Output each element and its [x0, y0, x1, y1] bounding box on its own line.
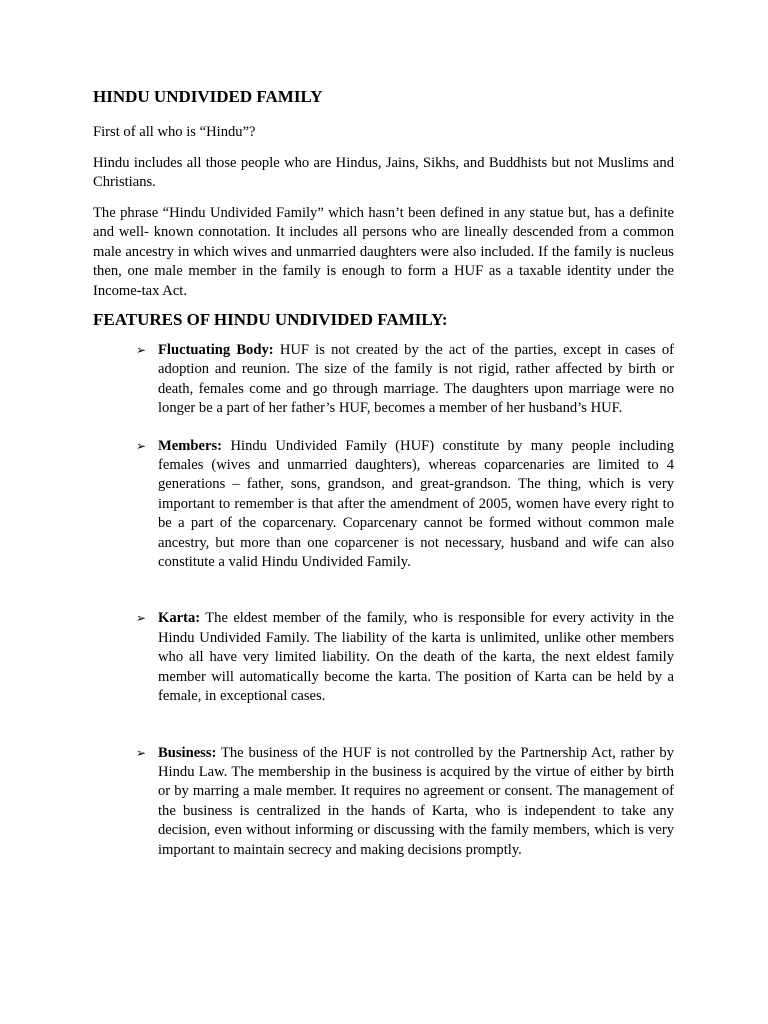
arrow-bullet-icon: ➢: [136, 343, 147, 357]
document-title: HINDU UNDIVIDED FAMILY: [93, 87, 323, 106]
paragraph-who-is-hindu: First of all who is “Hindu”?: [93, 124, 256, 140]
feature-term: Fluctuating Body:: [158, 342, 274, 358]
arrow-bullet-icon: ➢: [136, 745, 147, 760]
features-list: [93, 341, 674, 860]
paragraph-hindu-definition: Hindu includes all those people who are Hindus, Jains, Sikhs, and Buddhists but not Muslims and Christians.: [93, 154, 674, 190]
feature-text: Hindu Undivided Family (HUF) constitute by many people including females (wives and unmarried daughters), whereas coparcenaries are limited to 4 generations – father, sons, grandson, and great-grandson. The thing, which is very important to remember is that after the amendment of 2005, women have every right to be a part of the coparcenary. Coparcenary cannot be formed without common male ancestry, but more than one coparcener is not necessary, husband and wife can also constitute a valid Hindu Undivided Family.: [158, 437, 674, 571]
feature-text: The business of the HUF is not controlled by the Partnership Act, rather by Hindu Law. The membership in the business is acquired by the virtue of either by birth or by marring a male member. It requires no agreement or consent. The management of the business is centralized in the hands of Karta, who is independent to take any decision, even without informing or discussing with the family members, which is very important to maintain secrecy and making decisions promptly.: [158, 744, 674, 858]
feature-text: The eldest member of the family, who is responsible for every activity in the Hindu Undivided Family. The liability of the karta is unlimited, unlike other members who all have very limited liability. On the death of the karta, the next eldest family member will automatically become the karta. The position of Karta can be held by a female, in exceptional cases.: [158, 610, 674, 705]
feature-item-fluctuating-body: [136, 341, 674, 419]
feature-item-business: [136, 744, 674, 860]
document-page: [93, 86, 674, 860]
feature-term: Karta:: [158, 610, 201, 627]
arrow-bullet-icon: ➢: [136, 611, 147, 626]
feature-text: HUF is not created by the act of the parties, except in cases of adoption and reunion. The size of the family is not rigid, rather affected by birth or death, females come and go through marriage. The daughters upon marriage were no longer be a part of her father’s HUF, becomes a member of her husband’s HUF.: [158, 342, 674, 417]
features-heading: FEATURES OF HINDU UNDIVIDED FAMILY:: [93, 310, 448, 329]
feature-item-members: [136, 437, 674, 573]
feature-term: Members:: [158, 437, 223, 454]
feature-item-karta: [136, 609, 674, 706]
paragraph-huf-definition: The phrase “Hindu Undivided Family” which hasn’t been defined in any statue but, has a definite and well- known connotation. It includes all persons who are lineally descended from a common male ancestry in which wives and unmarried daughters were also included. If the family is nucleus then, one male member in the family is enough to form a HUF as a taxable identity under the Income-tax Act.: [93, 204, 674, 299]
arrow-bullet-icon: ➢: [136, 438, 147, 453]
feature-term: Business:: [158, 744, 217, 761]
